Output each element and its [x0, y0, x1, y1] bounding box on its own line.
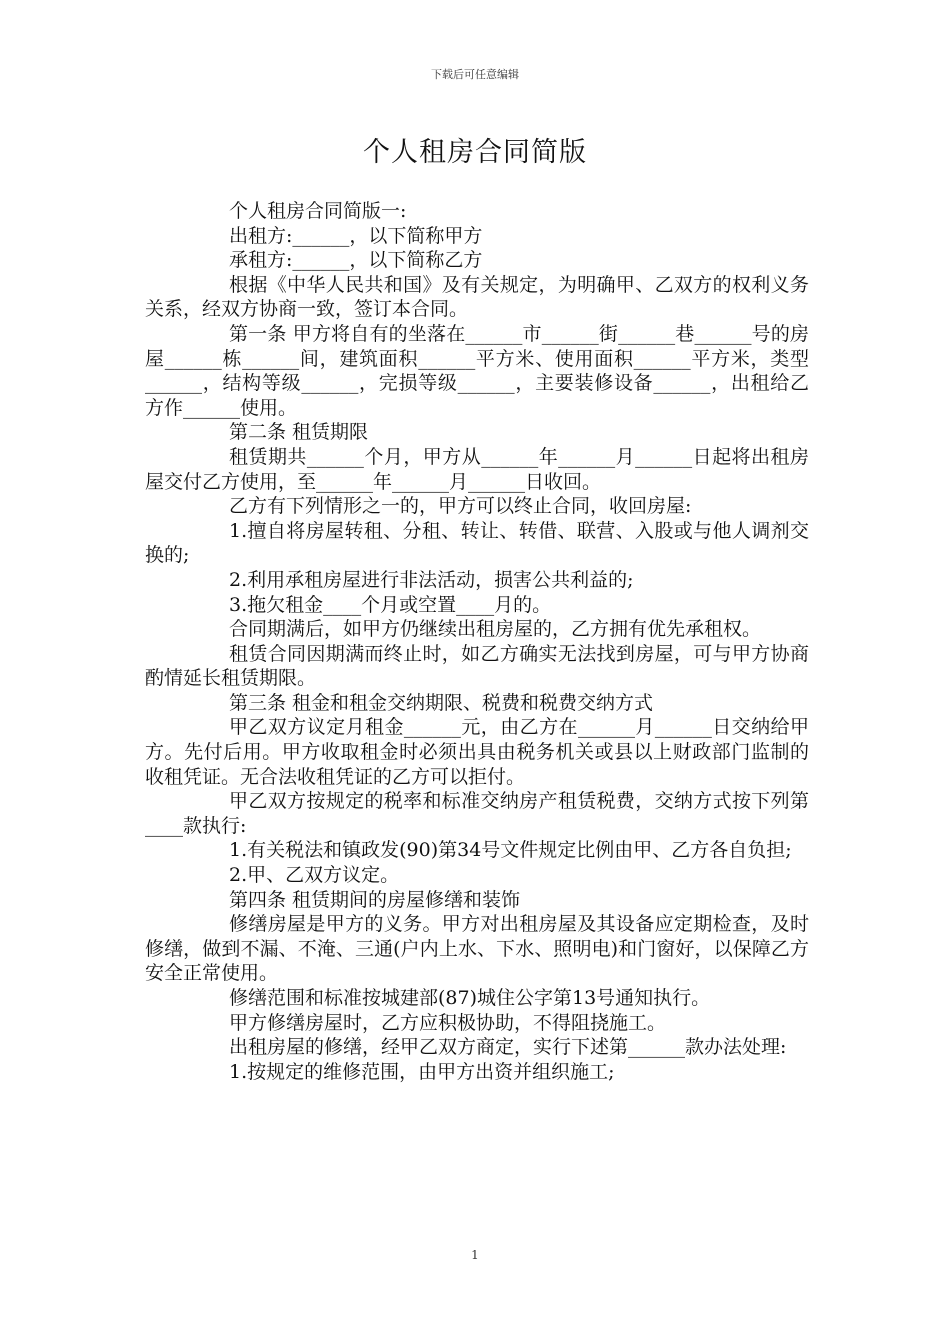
paragraph: 合同期满后，如甲方仍继续出租房屋的，乙方拥有优先承租权。 — [229, 618, 762, 641]
paragraph: 个人租房合同简版一: — [229, 200, 407, 222]
paragraph: 2.利用承租房屋进行非法活动，损害公共利益的; — [229, 568, 634, 591]
document-body — [145, 199, 809, 1084]
paragraph: 第三条 租金和租金交纳期限、税费和税费交纳方式 — [229, 691, 654, 714]
paragraph: 2.甲、乙双方议定。 — [229, 864, 400, 887]
paragraph: 承租方:______，以下简称乙方 — [229, 249, 483, 272]
page-number: 1 — [471, 1248, 479, 1262]
paragraph: 根据《中华人民共和国》及有关规定，为明确甲、乙双方的权利义务关系，经双方协商一致，签订本合同。 — [145, 273, 809, 321]
paragraph: 3.拖欠租金____个月或空置____月的。 — [229, 593, 552, 616]
paragraph: 第二条 租赁期限 — [229, 421, 369, 444]
paragraph: 1.按规定的维修范围，由甲方出资并组织施工; — [229, 1060, 615, 1083]
paragraph: 甲乙双方按规定的税率和标准交纳房产租赁税费，交纳方式按下列第____款执行: — [145, 790, 809, 837]
paragraph: 修缮房屋是甲方的义务。甲方对出租房屋及其设备应定期检查，及时修缮，做到不漏、不淹、三通(户内上水、下水、照明电)和门窗好，以保障乙方安全正常使用。 — [145, 913, 809, 985]
paragraph: 租赁合同因期满而终止时，如乙方确实无法找到房屋，可与甲方协商酌情延长租赁期限。 — [145, 642, 809, 690]
page-header: 下载后可任意编辑 — [431, 68, 519, 81]
paragraph: 1.擅自将房屋转租、分租、转让、转借、联营、入股或与他人调剂交换的; — [145, 519, 809, 567]
paragraph: 第一条 甲方将自有的坐落在______市______街______巷______号的房屋______栋______间，建筑面积______平方米、使用面积______平方米，类型______，结构等级______，完损等级______，主要装修设备______，出租给乙方作______使用。 — [145, 322, 809, 419]
document-title: 个人租房合同简版 — [363, 137, 587, 168]
paragraph: 修缮范围和标准按城建部(87)城住公字第13号通知执行。 — [229, 987, 711, 1009]
paragraph: 甲乙双方议定月租金______元，由乙方在______月______日交纳给甲方。先付后用。甲方收取租金时必须出具由税务机关或县以上财政部门监制的收租凭证。无合法收租凭证的乙方可以拒付。 — [145, 716, 809, 788]
paragraph: 甲方修缮房屋时，乙方应积极协助，不得阻挠施工。 — [229, 1011, 667, 1034]
paragraph: 租赁期共______个月，甲方从______年______月______日起将出租房屋交付乙方使用，至______年______月______日收回。 — [145, 445, 809, 493]
paragraph: 乙方有下列情形之一的，甲方可以终止合同，收回房屋: — [229, 495, 692, 518]
paragraph: 第四条 租赁期间的房屋修缮和装饰 — [229, 888, 521, 911]
paragraph: 出租房屋的修缮，经甲乙双方商定，实行下述第______款办法处理: — [229, 1036, 787, 1059]
paragraph: 出租方:______，以下简称甲方 — [229, 224, 483, 247]
paragraph: 1.有关税法和镇政发(90)第34号文件规定比例由甲、乙方各自负担; — [229, 839, 792, 862]
